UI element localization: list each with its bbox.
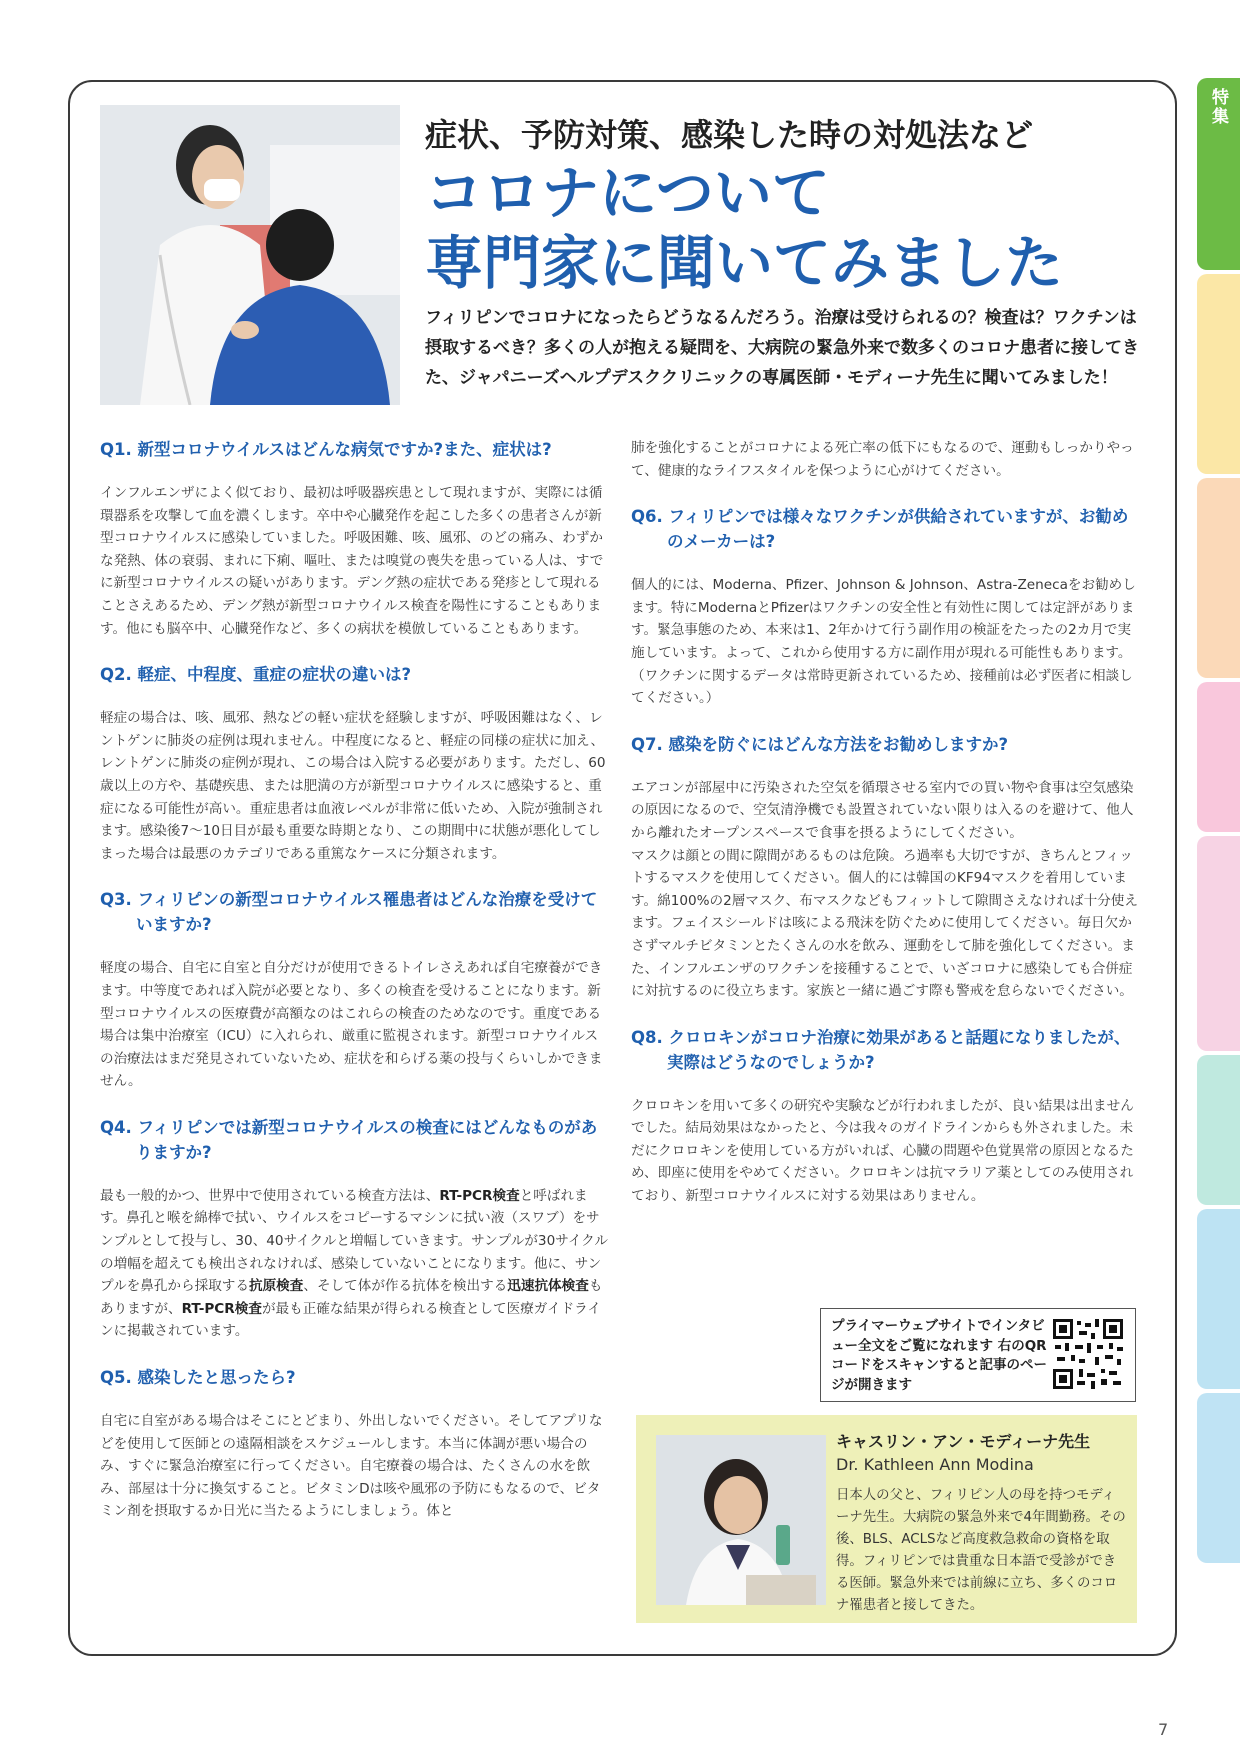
answer-4-bold-rtpcr: RT-PCR検査 [439, 1187, 520, 1204]
doctor-bio: 日本人の父と、フィリピン人の母を持つモディーナ先生。大病院の緊急外来で4年間勤務。その後、BLS、ACLSなど高度救急救命の資格を取得。フィリピンでは貴重な日本語で受診ができる医師。緊急外来では前線に立ち、多くのコロナ罹患者と接してきた。 [836, 1488, 1126, 1613]
tab-feature-label: 特集 [1208, 88, 1228, 126]
answer-4-bold-antibody: 迅速抗体検査 [507, 1278, 589, 1295]
tab-feature[interactable] [1197, 78, 1240, 270]
answer-4-bold-rtpcr-2: RT-PCR検査 [181, 1300, 262, 1317]
side-tab-6[interactable] [1197, 1055, 1240, 1205]
side-tab-7[interactable] [1197, 1209, 1240, 1389]
answer-4-bold-antigen: 抗原検査 [249, 1278, 304, 1295]
doctor-name-ja: キャスリン・アン・モディーナ先生 [836, 1432, 1091, 1451]
qr-note-text: プライマーウェブサイトでインタビュー全文をご覧になれます 右のQRコードをスキャンすると記事のページが開きます [831, 1318, 1047, 1393]
answer-7-part-2: マスクは顔との間に隙間があるものは危険。ろ過率も大切ですが、きちんとフィットするマスクを使用してください。個人的には韓国のKF94マスクを着用しています。綿100%の2層マスク、布マスクなどもフィットして隙間さえなければ十分使えます。フェイスシールドは咳による飛沫を防ぐために使用してください。毎日欠かさずマルチビタミンとたくさんの水を飲み、運動をして肺を強化してください。また、インフルエンザのワクチンを接種することで、いざコロナに感染しても合併症に対抗するのに役立ちます。家族と一緒に過ごす際も警戒を怠らないでください。 [631, 847, 1138, 1000]
question-8: Q8. クロロキンがコロナ治療に効果があると話題になりましたが、実際はどうなのでしょうか? [631, 1027, 1131, 1072]
doctor-name-en: Dr. Kathleen Ann Modina [836, 1455, 1034, 1474]
page-title [425, 158, 1165, 298]
answer-8: クロロキンを用いて多くの研究や実験などが行われましたが、良い結果は出ませんでした。結局効果はなかったと、今は我々のガイドラインからも外されました。未だにクロロキンを使用している方がいれば、心臓の問題や色覚異常の原因となるため、即座に使用をやめてください。クロロキンは抗マラリア薬としてのみ使用されており、新型コロナウイルスに対する効果はありません。 [631, 1097, 1134, 1205]
page-title-line-1: コロナについて [425, 159, 830, 227]
page-title-line-2: 専門家に聞いてみました [425, 229, 1064, 297]
answer-4-part-5: が最も正確な結果が得られる検査として医療ガイドラインに掲載されています。 [100, 1300, 601, 1340]
doctor-examining-patient-photo [100, 105, 400, 405]
question-2: Q2. 軽症、中程度、重症の症状の違いは? [100, 665, 412, 685]
answer-2: 軽症の場合は、咳、風邪、熱などの軽い症状を経験しますが、呼吸困難はなく、レントゲンに肺炎の症例は現れません。中程度になると、軽症の同様の症状に加え、レントゲンに肺炎の症例が現れ、この場合は入院する必要があります。ただし、60歳以上の方や、基礎疾患、または肥満の方が新型コロナウイルスに感染すると、重症になる可能性が高い。重症患者は血液レベルが非常に低いため、入院が強制されます。感染後7～10日目が最も重要な時期となり、この期間中に状態が悪化してしまった場合は最悪のカテゴリである重篤なケースに分類されます。 [100, 710, 606, 862]
answer-6: 個人的には、Moderna、Pfizer、Johnson & Johnson、Astra-Zenecaをお勧めします。特にModernaとPfizerはワクチンの安全性と有効性に関しては定評があります。緊急事態のため、本来は1、2年かけて行う副作用の検証をたったの2カ月で実施しています。よって、これから使用する方に副作用が現れる可能性もあります。（ワクチンに関するデータは常時更新されているため、接種前は必ず医者に相談してください。） [631, 577, 1136, 707]
answer-5: 自宅に自室がある場合はそこにとどまり、外出しないでください。そしてアプリなどを使用して医師との遠隔相談をスケジュールします。本当に体調が悪い場合のみ、すぐに緊急治療室に行ってください。自宅療養の場合は、たくさんの水を飲み、部屋は十分に換気すること。ビタミンDは咳や風邪の予防にもなるので、ビタミン剤を摂取するか日光に当たるようにしましょう。体と [100, 1413, 603, 1520]
question-7: Q7. 感染を防ぐにはどんな方法をお勧めしますか? [631, 734, 1009, 754]
answer-7-part-1: エアコンが部屋中に汚染された空気を循環させる室内での買い物や食事は空気感染の原因になるので、空気清浄機でも設置されていない限りは入るのを避けて、他人から離れたオープンスペースで食事を摂るようにしてください。 [631, 779, 1134, 841]
intro-text: フィリピンでコロナになったらどうなるんだろう。治療は受けられるの？検査は？ワクチンは摂取するべき？多くの人が抱える疑問を、大病院の緊急外来で数多くのコロナ患者に接してきた、ジャパニーズヘルプデスククリニックの専属医師・モディーナ先生に聞いてみました！ [425, 308, 1139, 388]
doctor-profile [636, 1415, 1137, 1623]
question-6: Q6. フィリピンでは様々なワクチンが供給されていますが、お勧めのメーカーは? [631, 507, 1129, 552]
answer-3: 軽度の場合、自宅に自室と自分だけが使用できるトイレさえあれば自宅療養ができます。中等度であれば入院が必要となり、多くの検査を受けることになります。新型コロナウイルスの医療費が高額なのはこれらの検査のためなのです。重度である場合は集中治療室（ICU）に入れられ、厳重に監視されます。新型コロナウイルスの治療法はまだ発見されていないため、症状を和らげる薬の投与くらいしかできません。 [100, 960, 603, 1090]
answer-4-part-2: と呼ばれます。鼻孔と喉を綿棒で拭い、ウイルスをコピーするマシンに拭い液（スワブ）をサンプルとして投与し、30、40サイクルと増幅していきます。サンプルが30サイクルの増幅を超えても検出されなければ、感染していないことになります。他に、サンプルを鼻孔から採取する [100, 1187, 608, 1295]
question-1: Q1. 新型コロナウイルスはどんな病気ですか?また、症状は? [100, 440, 552, 459]
qr-code-icon[interactable] [1051, 1317, 1125, 1391]
header-subtitle: 症状、予防対策、感染した時の対処法など [425, 116, 1034, 154]
question-5: Q5. 感染したと思ったら? [100, 1368, 296, 1388]
page-number: 7 [1158, 1720, 1169, 1739]
side-tab-4[interactable] [1197, 682, 1240, 832]
answer-4-part-1: 最も一般的かつ、世界中で使用されている検査方法は、 [100, 1187, 440, 1204]
side-tab-5[interactable] [1197, 836, 1240, 1051]
side-tab-2[interactable] [1197, 274, 1240, 474]
answer-5-continued: 肺を強化することがコロナによる死亡率の低下にもなるので、運動もしっかりやって、健康的なライフスタイルを保つように心がけてください。 [631, 440, 1134, 479]
answer-4-part-4: もありますが、 [100, 1278, 603, 1317]
question-4: Q4. フィリピンでは新型コロナウイルスの検査にはどんなものがありますか? [100, 1117, 598, 1162]
doctor-portrait-photo [656, 1435, 826, 1605]
question-3: Q3. フィリピンの新型コロナウイルス罹患者はどんな治療を受けていますか? [100, 890, 598, 935]
side-tab-8[interactable] [1197, 1393, 1240, 1563]
right-column [631, 437, 1143, 1230]
answer-4-part-3: 、そして体が作る抗体を検出する [303, 1278, 508, 1295]
side-tab-3[interactable] [1197, 478, 1240, 678]
answer-1: インフルエンザによく似ており、最初は呼吸器疾患として現れますが、実際には循環器系を攻撃して血を濃くします。卒中や心臓発作を起こした多くの患者さんが新型コロナウイルスに感染していました。呼吸困難、咳、風邪、のどの痛み、わずかな発熱、体の衰弱、まれに下痢、嘔吐、または嗅覚の喪失を患っている人は、すでに新型コロナウイルスの疑いがあります。デング熱の症状である発疹として現れることさえあるため、デング熱が新型コロナウイルス検査を陽性にすることもあります。他にも脳卒中、心臓発作など、多くの病状を模倣していることもあります。 [100, 485, 604, 637]
left-column [100, 437, 608, 1545]
answer-4 [100, 1185, 608, 1343]
qr-note-box [820, 1308, 1136, 1402]
